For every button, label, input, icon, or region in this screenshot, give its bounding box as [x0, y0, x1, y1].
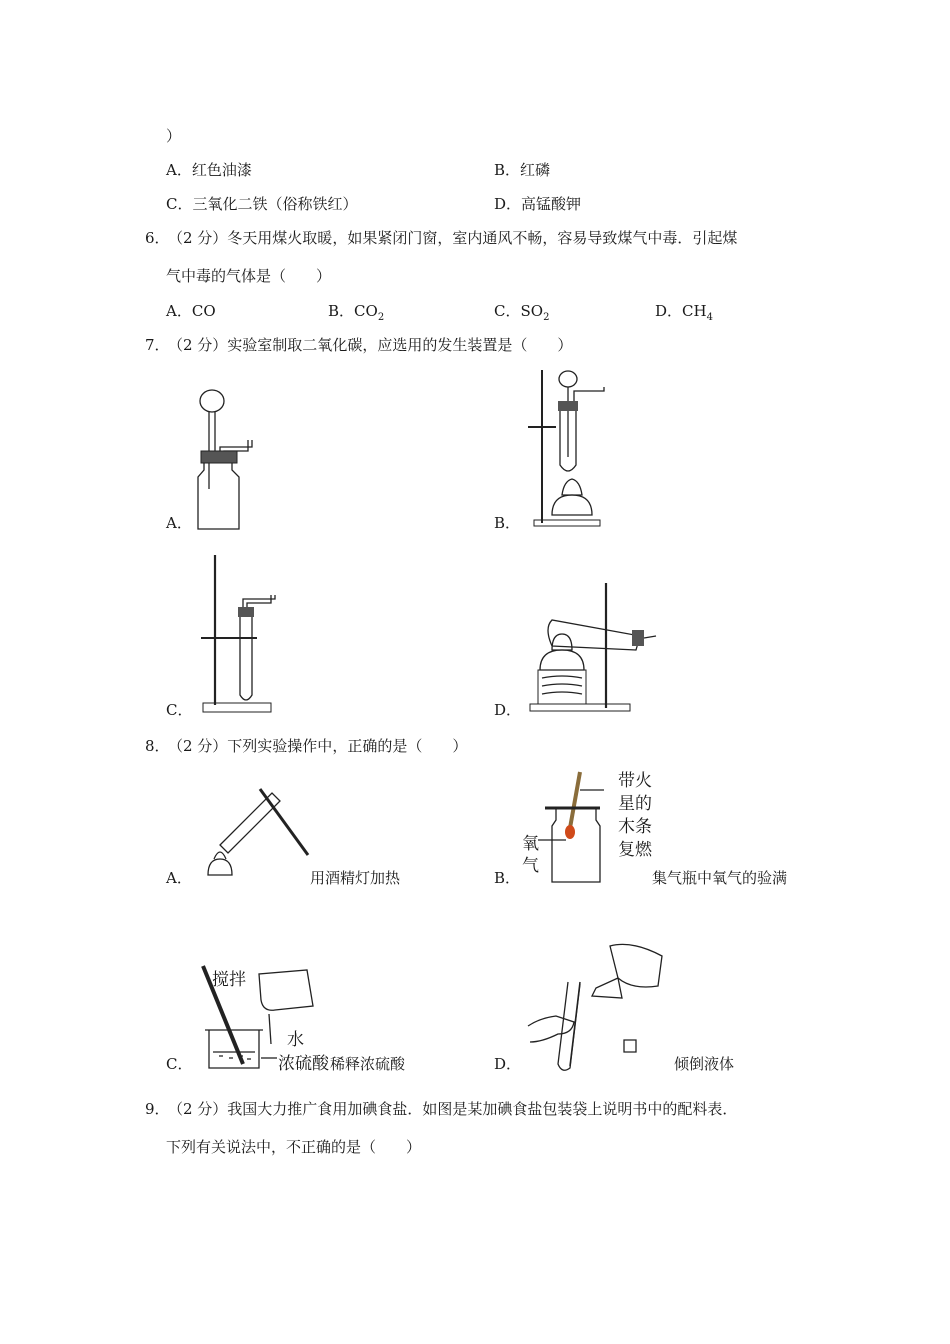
q8-c-tag-water: 水: [287, 1030, 304, 1050]
q8-option-d-label: D．: [494, 1055, 522, 1073]
q8-b-tag-2: 星的: [618, 794, 652, 814]
q8-number: 8．: [145, 737, 170, 755]
q6-stem-line1: （2 分）冬天用煤火取暖，如果紧闭门窗，室内通风不畅，容易导致煤气中毒．引起煤: [168, 229, 738, 247]
q6-option-d: D．$CH_4$: [655, 302, 713, 323]
q7-apparatus-c: [195, 555, 285, 717]
q8-b-side-2: 气: [522, 856, 539, 876]
q8-c-tag-acid: 浓硫酸: [278, 1054, 329, 1074]
q7-option-c: C．: [166, 701, 193, 719]
q9-number: 9．: [145, 1100, 170, 1118]
q7-option-b: B．: [494, 514, 521, 532]
q8-stem: （2 分）下列实验操作中，正确的是（ ）: [168, 737, 468, 755]
q6-option-b: B．$CO_2$: [328, 302, 385, 323]
q7-apparatus-b: [522, 365, 612, 533]
q8-c-tag-stir: 搅拌: [212, 970, 246, 990]
q7-number: 7．: [145, 336, 170, 354]
q5-option-d: D．高锰酸钾: [494, 195, 582, 213]
q8-b-tag-1: 带火: [618, 771, 652, 791]
q7-apparatus-a: [190, 385, 270, 533]
q8-option-d-caption: 倾倒液体: [674, 1055, 735, 1073]
q7-option-d: D．: [494, 701, 522, 719]
q7-apparatus-d: [522, 578, 662, 718]
q8-option-b-label: B．: [494, 869, 521, 887]
q6-stem-line2: 气中毒的气体是（ ）: [166, 267, 332, 285]
q7-stem: （2 分）实验室制取二氧化碳，应选用的发生装置是（ ）: [168, 336, 573, 354]
q8-option-a-caption: 用酒精灯加热: [310, 869, 401, 887]
q5-option-c: C．三氧化二铁（俗称铁红）: [166, 195, 358, 213]
q8-b-tag-4: 复燃: [618, 840, 652, 860]
q8-apparatus-d: [522, 938, 672, 1078]
q8-option-a-label: A．: [166, 869, 192, 887]
q8-b-side-1: 氧: [522, 834, 539, 854]
q8-option-c-caption: 稀释浓硫酸: [330, 1055, 406, 1073]
q8-apparatus-a: [200, 775, 315, 887]
q6-option-c: C．$SO_2$: [494, 302, 550, 323]
q9-stem-line2: 下列有关说法中，不正确的是（ ）: [166, 1138, 422, 1156]
q6-number: 6．: [145, 229, 170, 247]
q6-option-a: A．CO: [166, 302, 216, 320]
q5-tail: ）: [166, 127, 182, 145]
q5-option-a: A．红色油漆: [166, 161, 252, 179]
q5-option-b: B．红磷: [494, 161, 551, 179]
q7-option-a: A．: [166, 514, 192, 532]
q8-option-c-label: C．: [166, 1055, 193, 1073]
q8-option-b-caption: 集气瓶中氧气的验满: [652, 869, 788, 887]
q9-stem-line1: （2 分）我国大力推广食用加碘食盐．如图是某加碘食盐包装袋上说明书中的配料表．: [168, 1100, 738, 1118]
q8-b-tag-3: 木条: [618, 817, 652, 837]
